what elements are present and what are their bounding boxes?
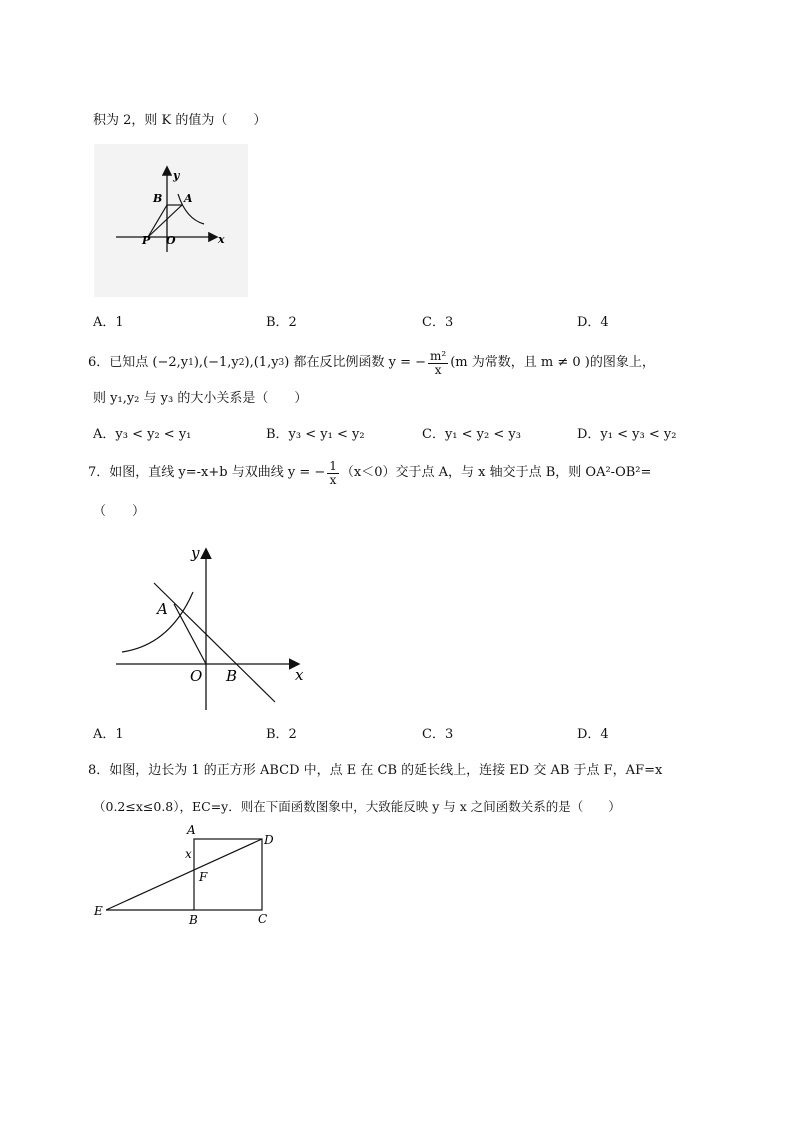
q7-option-d: D．4 [577, 727, 609, 742]
q5-label-x: x [218, 233, 225, 246]
q7-line2: （ ） [93, 504, 146, 519]
q7-label-y: y [191, 544, 200, 562]
q7-option-b: B．2 [266, 727, 297, 742]
q8-label-d: D [264, 833, 274, 847]
q6-option-b: B．y₃ < y₁ < y₂ [266, 427, 365, 442]
q5-label-y: y [173, 169, 180, 182]
q8-label-c: C [258, 912, 268, 926]
q8-square-svg [88, 820, 288, 930]
q7-figure [110, 540, 310, 715]
q6-l1-pre: 6．已知点 (−2,y [88, 355, 189, 370]
q8-segment-ed [106, 839, 262, 910]
q6-line2: 则 y₁,y₂ 与 y₃ 的大小关系是（ ） [93, 391, 308, 406]
q7-line1 [88, 456, 651, 490]
q8-line2: （0.2≤x≤0.8），EC=y．则在下面函数图象中，大致能反映 y 与 x 之间函数关系的是（ ） [93, 799, 621, 814]
q5-text: 积为 2，则 K 的值为（ ） [93, 113, 267, 128]
q7-graph-svg [110, 540, 310, 715]
q7-label-b: B [226, 667, 238, 685]
q6-l1-post: (m 为常数，且 m ≠ 0 )的图象上， [450, 355, 655, 370]
q8-figure [88, 820, 288, 930]
q7-frac-num: 1 [329, 458, 337, 473]
q8-label-x: x [185, 847, 192, 861]
q7-frac-den: x [329, 472, 337, 487]
q8-label-f: F [199, 870, 208, 884]
q7-l1-post: （x＜0）交于点 A，与 x 轴交于点 B，则 OA²-OB²= [340, 465, 652, 480]
q7-label-a: A [157, 600, 168, 618]
q6-sub3: 3 [278, 358, 285, 368]
q6-l1-a: ),(−1,y [193, 355, 239, 370]
q5-option-d: D．4 [577, 315, 609, 330]
q6-l1-b: ),(1,y [244, 355, 279, 370]
q5-segment-pa [148, 205, 182, 237]
q6-option-d: D．y₁ < y₃ < y₂ [577, 427, 677, 442]
q6-option-a: A．y₃ < y₂ < y₁ [93, 427, 192, 442]
q5-option-b: B．2 [266, 315, 297, 330]
q6-option-c: C．y₁ < y₂ < y₃ [422, 427, 521, 442]
q8-line1: 8．如图，边长为 1 的正方形 ABCD 中，点 E 在 CB 的延长线上，连接 ED 交 AB 于点 F，AF=x [88, 763, 663, 778]
q7-segment-oa [174, 604, 206, 664]
q6-line1 [88, 346, 655, 380]
q5-label-b: B [153, 192, 163, 205]
q5-figure [94, 144, 248, 297]
q5-label-p: P [142, 234, 151, 247]
q6-frac-den: x [434, 362, 442, 377]
q5-option-a: A．1 [93, 315, 124, 330]
q6-sub2: 2 [238, 358, 245, 368]
q7-l1-pre: 7．如图，直线 y=-x+b 与双曲线 y = − [88, 465, 326, 480]
q5-graph-svg [94, 144, 248, 297]
q7-fraction [327, 460, 339, 487]
q7-label-x: x [295, 666, 304, 684]
q5-label-o: O [166, 234, 176, 247]
q6-l1-c: ) 都在反比例函数 y = − [284, 355, 427, 370]
q7-label-o: O [190, 667, 203, 685]
q6-frac-num: m² [430, 348, 447, 363]
q7-line-ab [154, 583, 275, 702]
q7-option-a: A．1 [93, 727, 124, 742]
q5-option-c: C．3 [422, 315, 454, 330]
q6-sub1: 1 [188, 358, 194, 368]
q8-label-a: A [187, 823, 196, 837]
q7-option-c: C．3 [422, 727, 454, 742]
q8-label-e: E [94, 904, 103, 918]
q6-fraction [428, 350, 448, 377]
q5-label-a: A [184, 192, 193, 205]
q8-label-b: B [189, 913, 198, 927]
